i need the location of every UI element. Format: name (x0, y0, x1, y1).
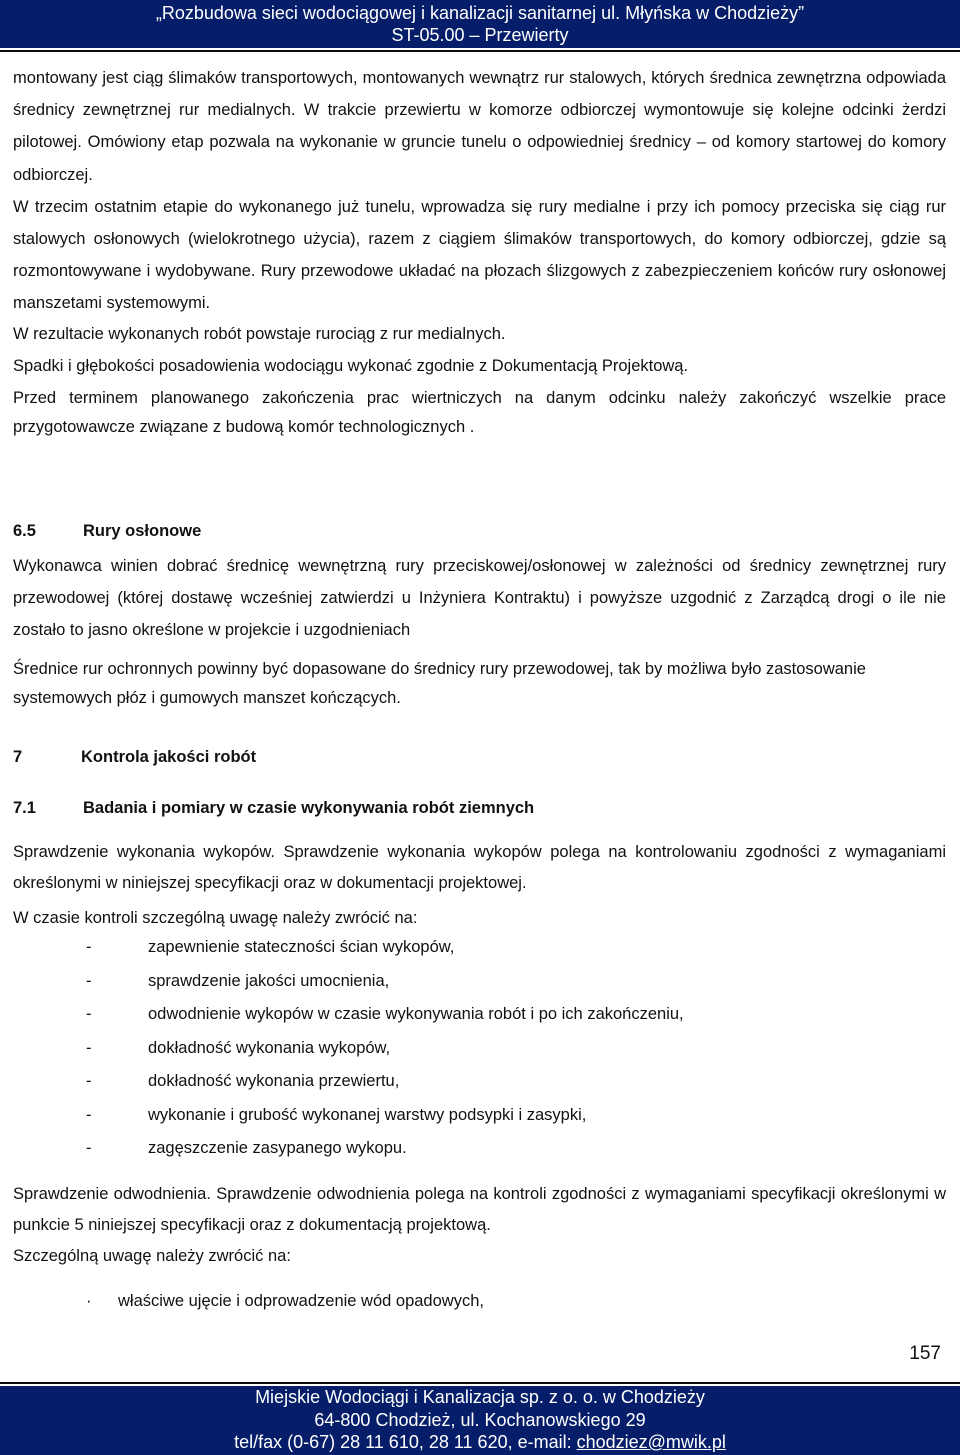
paragraph: Sprawdzenie odwodnienia. Sprawdzenie odwodnienia polega na kontroli zgodności z wymaganiami specyfikacji określonymi w punkcie 5 niniejszej specyfikacji oraz z dokumentacją projektową. (13, 1185, 946, 1234)
list-item: - zagęszczenie zasypanego wykopu. (13, 1132, 946, 1166)
paragraph: Szczególną uwagę należy zwrócić na: (13, 1247, 291, 1265)
paragraph: Wykonawca winien dobrać średnicę wewnętrzną rury przeciskowej/osłonowej w zależności od średnicy zewnętrznej rury przewodowej (której dostawę wcześniej zatwierdzi u Inżyniera Kontraktu) i powyższe uzgodnić z Zarządcą drogi o ile nie zostało to jasno określone w projekcie i uzgodnieniach (13, 557, 946, 640)
bullet-list (13, 1286, 946, 1316)
document-subtitle: ST-05.00 – Przewierty (391, 25, 569, 45)
paragraph: W czasie kontroli szczególną uwagę należy zwrócić na: (13, 909, 418, 927)
list-item: - sprawdzenie jakości umocnienia, (13, 965, 946, 999)
section-heading-7 (13, 742, 946, 772)
list-marker: - (86, 1038, 92, 1057)
section-title: Badania i pomiary w czasie wykonywania robót ziemnych (83, 799, 535, 817)
list-item: - wykonanie i grubość wykonanej warstwy podsypki i zasypki, (13, 1099, 946, 1133)
page-footer (0, 1386, 960, 1455)
email-link[interactable]: chodziez@mwik.pl (576, 1432, 726, 1452)
list-item: · właściwe ujęcie i odprowadzenie wód opadowych, (13, 1286, 946, 1316)
section-title: Rury osłonowe (83, 522, 202, 540)
list-marker: - (86, 1072, 92, 1090)
list-item: - dokładność wykonania wykopów, (13, 1032, 946, 1066)
section-number: 6.5 (13, 522, 36, 540)
page-number: 157 (909, 1343, 941, 1364)
header-divider (0, 50, 960, 52)
list-item: - zapewnienie stateczności ścian wykopów, (13, 931, 946, 965)
list-marker: - (86, 971, 92, 990)
paragraph: Średnice rur ochronnych powinny być dopasowane do średnicy rury przewodowej, tak by możliwa było zastosowanie systemowych płóz i gumowych manszet kończących. (13, 659, 866, 707)
paragraph: Spadki i głębokości posadowienia wodociągu wykonać zgodnie z Dokumentacją Projektową. (13, 356, 689, 375)
page-header (0, 0, 960, 48)
list-marker: - (86, 1139, 92, 1157)
list-item: - dokładność wykonania przewiertu, (13, 1065, 946, 1099)
section-heading-6-5 (13, 516, 946, 546)
list-marker: - (86, 938, 92, 956)
bullet-marker: · (86, 1292, 92, 1310)
checklist (13, 931, 946, 1166)
paragraph: Przed terminem planowanego zakończenia prac wiertniczych na danym odcinku należy zakończyć wszelkie prace przygotowawcze związane z budową komór technologicznych . (13, 389, 946, 437)
section-heading-7-1 (13, 793, 946, 823)
document-title: „Rozbudowa sieci wodociągowej i kanalizacji sanitarnej ul. Młyńska w Chodzieży” (155, 3, 805, 23)
footer-divider (0, 1382, 960, 1384)
footer-company: Miejskie Wodociągi i Kanalizacja sp. z o. o. w Chodzieży (255, 1387, 705, 1407)
footer-contact: tel/fax (0-67) 28 11 610, 28 11 620, e-mail: chodziez@mwik.pl (234, 1432, 726, 1452)
list-item: - odwodnienie wykopów w czasie wykonywania robót i po ich zakończeniu, (13, 998, 946, 1032)
paragraph: Sprawdzenie wykonania wykopów. Sprawdzenie wykonania wykopów polega na kontrolowaniu zgodności z wymaganiami określonymi w niniejszej specyfikacji oraz w dokumentacji projektowej. (13, 843, 946, 892)
list-marker: - (86, 1105, 92, 1124)
paragraph: W rezultacie wykonanych robót powstaje rurociąg z rur medialnych. (13, 324, 506, 343)
section-title: Kontrola jakości robót (81, 748, 257, 766)
paragraph: W trzecim ostatnim etapie do wykonanego już tunelu, wprowadza się rury medialne i przy ich pomocy przeciska się ciąg rur stalowych osłonowych (wielokrotnego użycia), razem z ciągiem ślimaków transportowych, do komory odbiorczej, gdzie są rozmontowywane i wydobywane. Rury przewodowe układać na płozach ślizgowych z zabezpieczeniem końców rury osłonowej manszetami systemowymi. (13, 197, 946, 313)
list-marker: - (86, 1005, 92, 1023)
section-number: 7 (13, 748, 23, 766)
footer-address: 64-800 Chodzież, ul. Kochanowskiego 29 (314, 1409, 646, 1430)
paragraph: montowany jest ciąg ślimaków transportowych, montowanych wewnątrz rur stalowych, których średnica zewnętrzna odpowiada średnicy zewnętrznej rur medialnych. W trakcie przewiertu w komorze odbiorczej wymontowuje się kolejne odcinki żerdzi pilotowej. Omówiony etap pozwala na wykonanie w gruncie tunelu o odpowiedniej średnicy – od komory startowej do komory odbiorczej. (13, 69, 946, 184)
section-number: 7.1 (13, 799, 36, 817)
